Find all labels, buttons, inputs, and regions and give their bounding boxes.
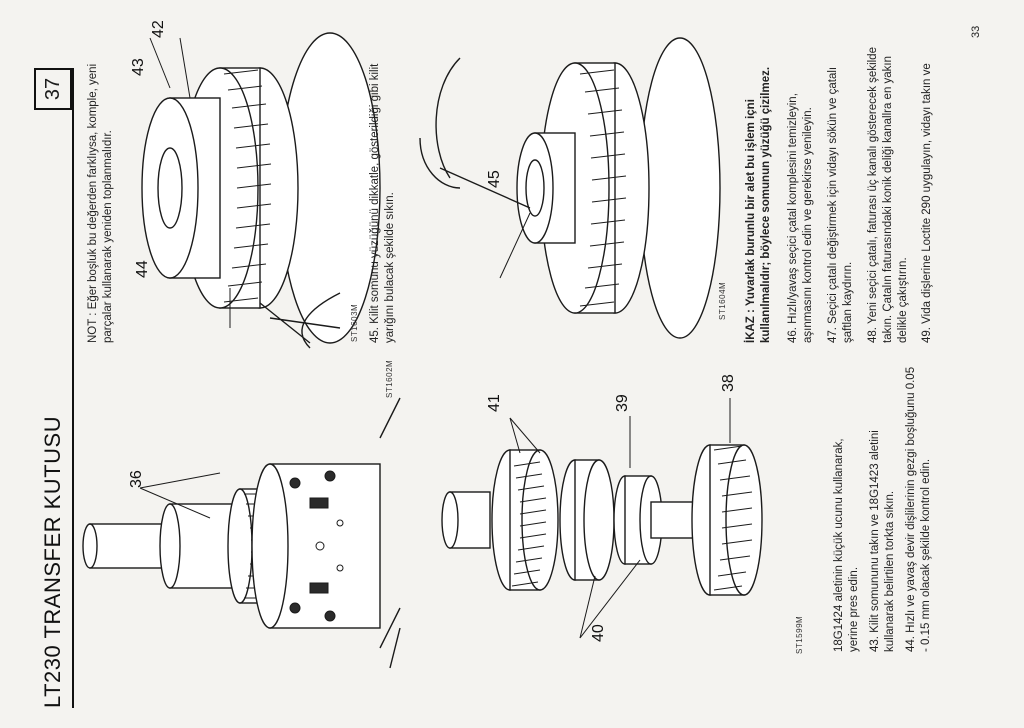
figure-code-st1602m: ST1602M bbox=[385, 359, 394, 398]
paragraph-49: 49. Vida dişlerine Loctite 290 uygulayın, vidayı takın ve bbox=[921, 63, 933, 343]
callout-38: 38 bbox=[720, 374, 737, 392]
figure-lock-nut-staking bbox=[420, 38, 710, 338]
paragraph-44: 44. Hızlı ve yavaş devir dişlilerinin gezgi boşluğunu 0.05 - 0.15 mm olacak şekilde kontrol edin. bbox=[905, 366, 932, 652]
page-title: LT230 TRANSFER KUTUSU bbox=[40, 415, 65, 708]
figure-exploded-gears bbox=[430, 348, 770, 648]
paragraph-46: 46. Hızlı/yavaş seçici çatal komplesini temizleyin, aşınmasını kontrol edin ve gerekirse yenileyin. bbox=[787, 93, 814, 343]
paragraph-48: 48. Yeni seçici çatalı, faturası üç kanalı gösterecek şekilde takın. Çatalın faturasındaki konik deliği kanallra en yakın delikle çakıştırın. bbox=[867, 47, 909, 343]
paragraph-press-tool: 18G1424 aletinin küçük ucunu kullanarak, yerine pres edin. bbox=[833, 438, 860, 652]
callout-45: 45 bbox=[486, 170, 503, 188]
callout-36: 36 bbox=[128, 470, 145, 488]
figure-code-st1599m: ST1599M bbox=[795, 615, 804, 654]
paragraph-45: 45. Kilit somunu yüzüğünü dikkatle, gösterildiği gibi kilit yarığını bulacak şekilde sıkın. bbox=[369, 63, 396, 343]
figure-code-st1603m: ST1603M bbox=[350, 303, 359, 342]
page-box-number: 37 bbox=[34, 68, 72, 110]
callout-42: 42 bbox=[150, 20, 167, 38]
note-paragraph: NOT : Eğer boşluk bu değerden farklıysa, komple, yeni parçalar kullanarak yeniden toplanmalıdır. bbox=[87, 63, 114, 343]
callout-41: 41 bbox=[486, 394, 503, 412]
callout-43: 43 bbox=[130, 58, 147, 76]
warning-paragraph: İKAZ : Yuvarlak burunlu bir alet bu işlem içni kullanılmalıdır; böylece somunun yüzüğü çizilmez. bbox=[745, 66, 772, 343]
figure-shaft-bearing bbox=[80, 358, 400, 688]
page-number: 33 bbox=[970, 25, 982, 38]
paragraph-43: 43. Kilit somununu takın ve 18G1423 aletini kullanarak belirtilen torkta sıkın. bbox=[869, 430, 896, 652]
figure-code-st1604m: ST1604M bbox=[718, 281, 727, 320]
callout-39: 39 bbox=[614, 394, 631, 412]
paragraph-47: 47. Seçici çatalı değiştirmek için vidayı sökün ve çatalı şaftlan kaydırın. bbox=[827, 66, 854, 343]
figure-gear-feeler-gauge bbox=[110, 28, 340, 348]
callout-40: 40 bbox=[590, 624, 607, 642]
callout-44: 44 bbox=[134, 260, 151, 278]
header-rule bbox=[72, 68, 74, 708]
